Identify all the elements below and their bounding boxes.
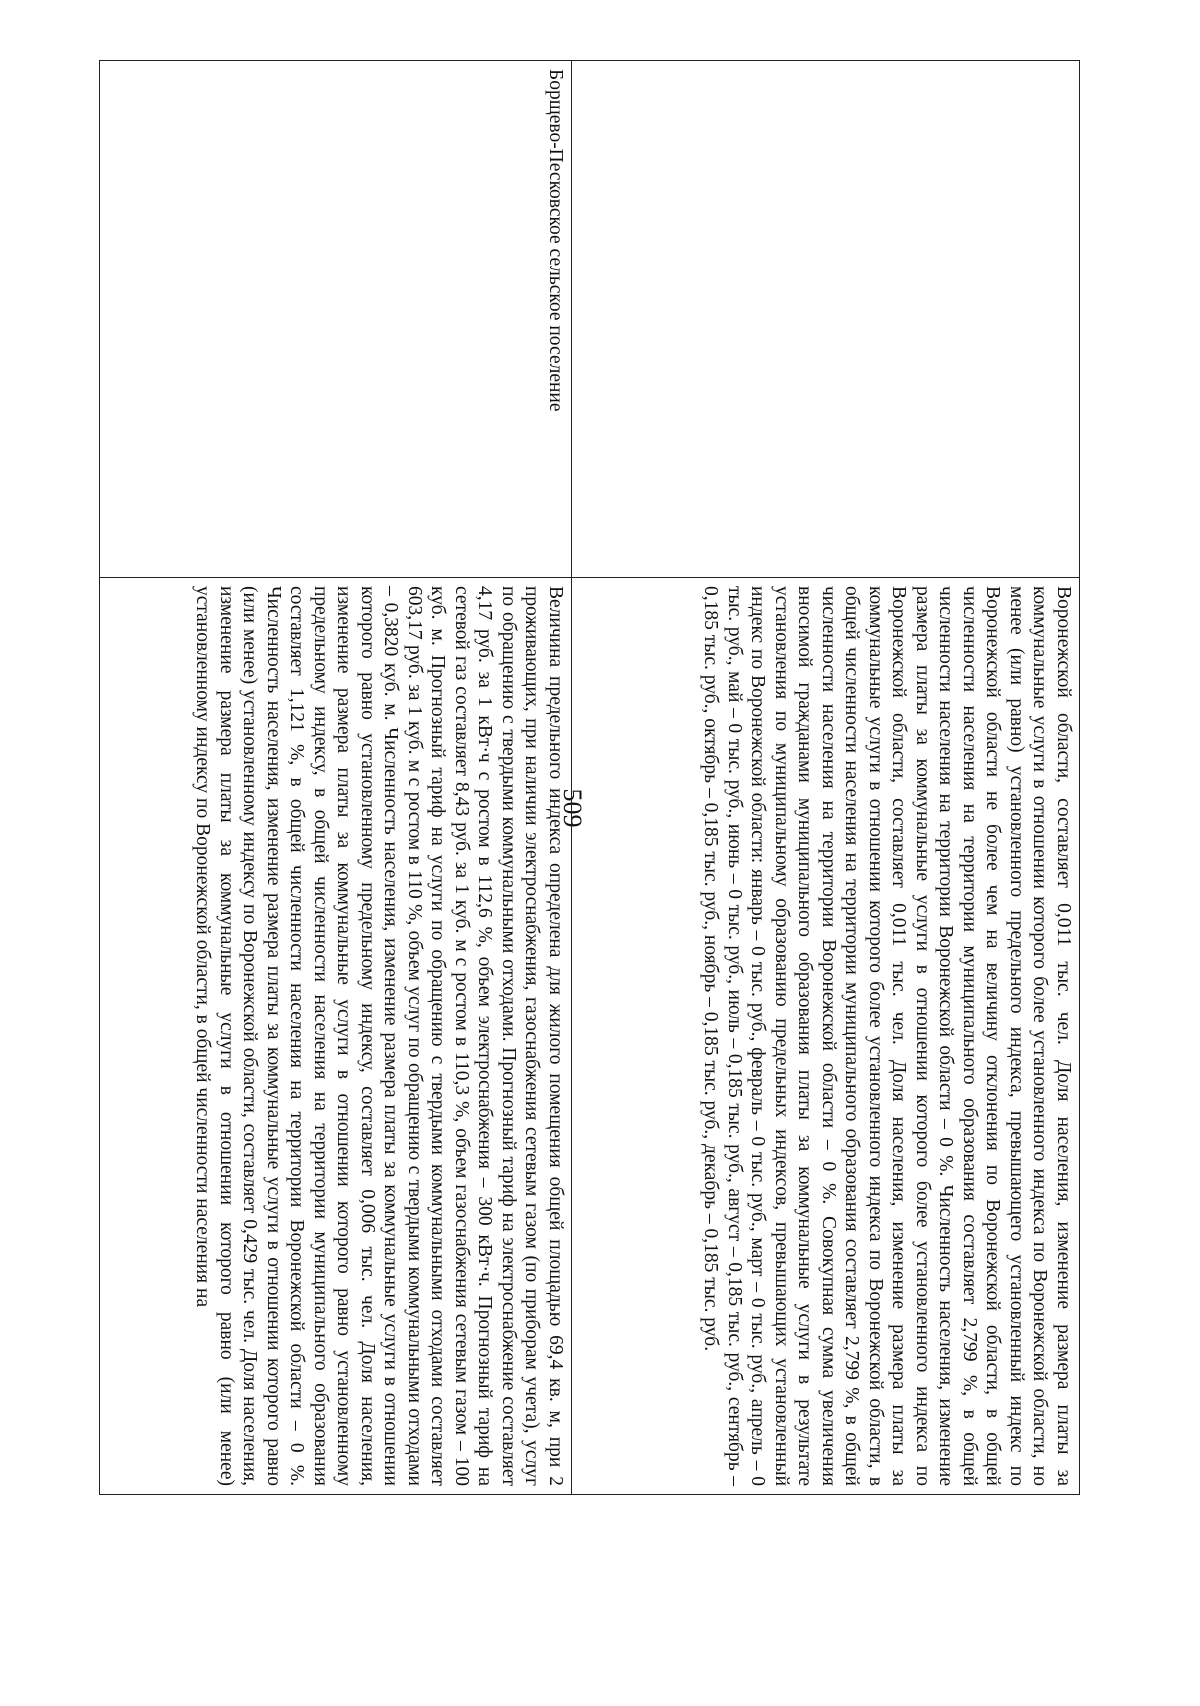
table-row <box>100 61 572 1495</box>
page-number: 509 <box>558 788 587 828</box>
municipality-name-cell: Борщево-Песковское сельское поселение <box>100 61 572 578</box>
index-description-cell: Величина предельного индекса определена для жилого помещения общей площадью 69,4 кв. м, при 2 проживающих, при наличии электроснабжения, газоснабжения сетевым газом (по приборам учета), услуг по обращению с твердыми коммунальными отходами. Прогнозный тариф на электроснабжение составляет 4,17 руб. за 1 кВт·ч с ростом в 112,6 %, объем электроснабжения – 300 кВт·ч. Прогнозный тариф на сетевой газ составляет 8,43 руб. за 1 куб. м с ростом в 110,3 %, объем газоснабжения сетевым газом – 100 куб. м. Прогнозный тариф на услуги по обращению с твердыми коммунальными отходами составляет 603,17 руб. за 1 куб. м с ростом в 110 %, объем услуг по обращению с твердыми коммунальными отходами – 0,3820 куб. м. Численность населения, изменение размера платы за коммунальные услуги в отношении которого равно установленному предельному индексу, составляет 0,006 тыс. чел. Доля населения, изменение размера платы за коммунальные услуги в отношении которого равно установленному предельному индексу, в общей численности населения на территории муниципального образования составляет 1,121 %, в общей численности населения на территории Воронежской области – 0 %. Численность населения, изменение размера платы за коммунальные услуги в отношении которого равно (или менее) установленному индексу по Воронежской области, составляет 0,429 тыс. чел. Доля населения, изменение размера платы за коммунальные услуги в отношении которого равно (или менее) установленному индексу по Воронежской области, в общей численности населения на <box>100 578 572 1495</box>
index-description-cell: Воронежской области, составляет 0,011 тыс. чел. Доля населения, изменение размера платы за коммунальные услуги в отношении которого более установленного индекса по Воронежской области, но менее (или равно) установленного предельного индекса, превышающего установленный индекс по Воронежской области не более чем на величину отклонения по Воронежской области, в общей численности населения на территории муниципального образования составляет 2,799 %, в общей численности населения на территории Воронежской области – 0 %. Численность населения, изменение размера платы за коммунальные услуги в отношении которого более установленного индекса по Воронежской области, составляет 0,011 тыс. чел. Доля населения, изменение размера платы за коммунальные услуги в отношении которого более установленного индекса по Воронежской области, в общей численности населения на территории муниципального образования составляет 2,799 %, в общей численности населения на территории Воронежской области – 0 %. Совокупная сумма увеличения вносимой гражданами муниципального образования платы за коммунальные услуги в результате установления по муниципальному образованию предельных индексов, превышающих установленный индекс по Воронежской области: январь – 0 тыс. руб., февраль – 0 тыс. руб., март – 0 тыс. руб., апрель – 0 тыс. руб., май – 0 тыс. руб., июнь – 0 тыс. руб., июль – 0,185 тыс. руб., август – 0,185 тыс. руб., сентябрь – 0,185 тыс. руб., октябрь – 0,185 тыс. руб., ноябрь – 0,185 тыс. руб., декабрь – 0,185 тыс. руб. <box>572 578 1080 1495</box>
municipality-name-cell <box>572 61 1080 578</box>
municipal-index-table <box>99 60 1080 1495</box>
table-row <box>572 61 1080 1495</box>
rotated-table-container <box>100 60 1080 1486</box>
